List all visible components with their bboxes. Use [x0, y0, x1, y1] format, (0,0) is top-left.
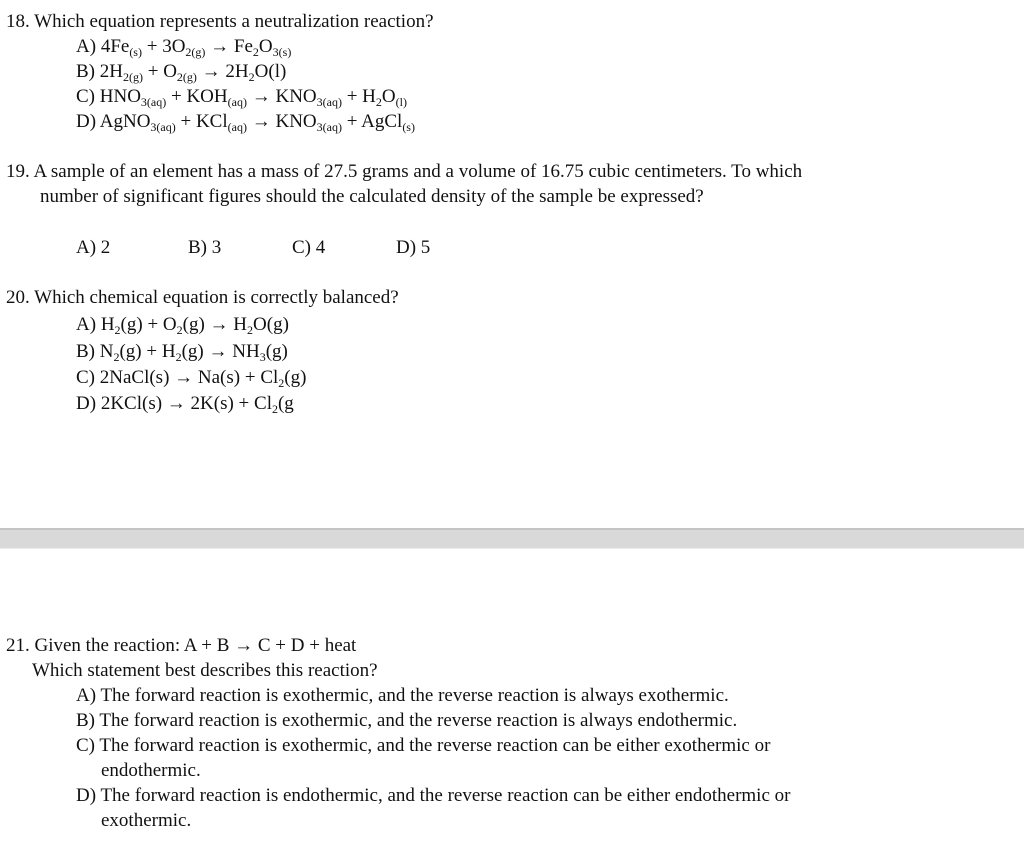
- option-label: A): [76, 36, 101, 57]
- q21-option-c[interactable]: C) The forward reaction is exothermic, and the reverse reaction can be either exothermic or: [76, 735, 771, 756]
- q19-option-a[interactable]: A) 2: [76, 237, 111, 258]
- equation: $N_2(g) + H_2(g) \to NH_3(g)$: [99, 341, 288, 364]
- question-21-prompt: Which statement best describes this reaction?: [32, 660, 378, 681]
- q20-option-d[interactable]: [76, 392, 294, 416]
- question-19-text-line2: number of significant figures should the calculated density of the sample be expressed?: [40, 186, 704, 207]
- q18-option-c[interactable]: [76, 85, 407, 109]
- q19-option-c[interactable]: C) 4: [292, 237, 326, 258]
- option-label: B): [76, 61, 100, 82]
- q18-option-a[interactable]: [76, 35, 291, 59]
- equation: $H_2(g) + O_2(g) \to H_2O(g)$: [100, 314, 289, 337]
- equation: $2KCl(s) \to 2K(s) + Cl_2(g$: [100, 393, 294, 416]
- option-label: A): [76, 314, 101, 335]
- q19-option-d[interactable]: D) 5: [396, 237, 431, 258]
- equation: 2NaCl(s) → $Na(s) + Cl_2(g)$: [99, 367, 307, 390]
- equation: AgNO$_{3(aq)}$ + $KCl_{(aq)} \to KNO_{3(aq)}$ + AgCl$_{(s)}$: [99, 111, 415, 134]
- q21-option-a[interactable]: A) The forward reaction is exothermic, and the reverse reaction is always exothermic.: [76, 685, 729, 706]
- equation: $2H_{2(g)} + O_{2(g)} \to 2H_2O(l)$: [99, 61, 287, 84]
- q18-option-b[interactable]: [76, 60, 286, 84]
- q21-option-c-continued: endothermic.: [101, 760, 201, 781]
- q18-option-d[interactable]: [76, 110, 415, 134]
- q21-option-b[interactable]: B) The forward reaction is exothermic, and the reverse reaction is always endothermic.: [76, 710, 738, 731]
- option-label: D): [76, 393, 101, 414]
- question-20-text: 20. Which chemical equation is correctly balanced?: [6, 287, 399, 308]
- q19-option-b[interactable]: B) 3: [188, 237, 222, 258]
- option-label: C): [76, 86, 100, 107]
- option-label: D): [76, 111, 100, 132]
- q21-option-d-continued: exothermic.: [101, 810, 192, 831]
- section-divider: [0, 528, 1024, 549]
- equation: $4Fe_{(s)} + 3O_{2(g)} \to Fe_2O_{3(s)}$: [100, 36, 292, 59]
- question-18-text: 18. Which equation represents a neutralization reaction?: [6, 11, 434, 32]
- option-label: C): [76, 367, 100, 388]
- q20-option-c[interactable]: [76, 366, 306, 390]
- q20-option-b[interactable]: [76, 340, 288, 364]
- option-label: B): [76, 341, 100, 362]
- question-21-text: 21. Given the reaction: A + B → C + D + heat: [6, 635, 357, 656]
- question-19-text-line1: 19. A sample of an element has a mass of 27.5 grams and a volume of 16.75 cubic centimeters. To which: [6, 161, 803, 182]
- q20-option-a[interactable]: [76, 313, 289, 337]
- equation: $HNO_{3(aq)} + KOH_{(aq)} \to KNO_{3(aq)} + H_2O_{(l)}$: [99, 86, 407, 109]
- q21-option-d[interactable]: D) The forward reaction is endothermic, and the reverse reaction can be either endothermic or: [76, 785, 791, 806]
